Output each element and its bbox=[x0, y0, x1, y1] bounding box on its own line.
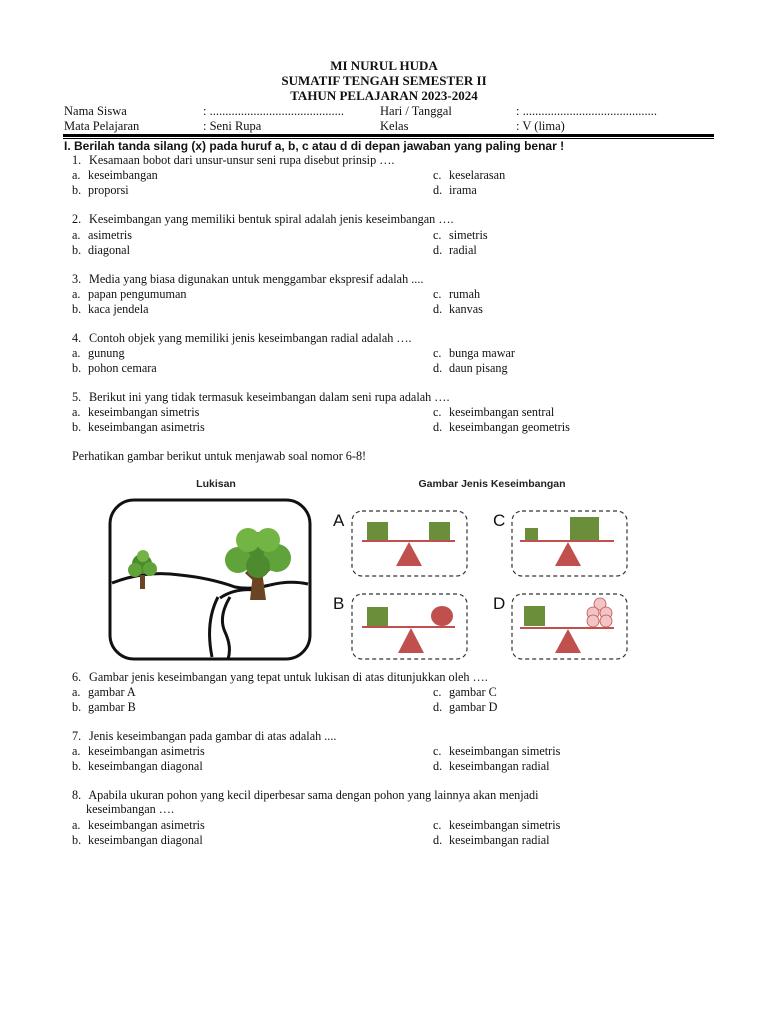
option-d[interactable]: d. gambar D bbox=[433, 700, 498, 714]
question-number: 2. bbox=[72, 212, 82, 226]
option-a[interactable]: a. papan pengumuman bbox=[72, 287, 187, 301]
pink-circles-group bbox=[587, 598, 612, 627]
option-d[interactable]: d. keseimbangan radial bbox=[433, 833, 550, 847]
question-number: 4. bbox=[72, 331, 82, 345]
balance-a-label: A bbox=[333, 511, 345, 530]
question-number: 8. bbox=[72, 788, 82, 802]
subject-label: Mata Pelajaran bbox=[64, 119, 140, 133]
option-c[interactable]: c. rumah bbox=[433, 287, 481, 301]
balance-title: Gambar Jenis Keseimbangan bbox=[418, 478, 566, 490]
option-d[interactable]: d. radial bbox=[433, 243, 477, 257]
question-text: Jenis keseimbangan pada gambar di atas adalah .... bbox=[89, 729, 337, 743]
option-a[interactable]: a. keseimbangan simetris bbox=[72, 405, 200, 419]
balance-b-label: B bbox=[333, 594, 345, 613]
question-text: Apabila ukuran pohon yang kecil diperbesar sama dengan pohon yang lainnya akan menjadi bbox=[88, 788, 539, 802]
option-b[interactable]: b. kaca jendela bbox=[72, 302, 149, 316]
painting-illustration bbox=[110, 500, 310, 659]
question-number: 6. bbox=[72, 670, 82, 684]
option-a[interactable]: a. keseimbangan bbox=[72, 168, 158, 182]
option-c[interactable]: c. keseimbangan simetris bbox=[433, 744, 561, 758]
option-a[interactable]: a. keseimbangan asimetris bbox=[72, 818, 205, 832]
option-c[interactable]: c. keseimbangan simetris bbox=[433, 818, 561, 832]
balance-a bbox=[333, 511, 467, 576]
option-b[interactable]: b. diagonal bbox=[72, 243, 130, 257]
balance-d-label: D bbox=[493, 594, 506, 613]
option-c[interactable]: c. simetris bbox=[433, 228, 488, 242]
painting-title: Lukisan bbox=[196, 478, 236, 490]
option-a[interactable]: a. gambar A bbox=[72, 685, 136, 699]
question-number: 3. bbox=[72, 272, 82, 286]
figure-intro: Perhatikan gambar berikut untuk menjawab soal nomor 6-8! bbox=[72, 449, 367, 463]
option-c[interactable]: c. keselarasan bbox=[433, 168, 506, 182]
option-d[interactable]: d. daun pisang bbox=[433, 361, 508, 375]
option-b[interactable]: b. gambar B bbox=[72, 700, 136, 714]
option-c[interactable]: c. bunga mawar bbox=[433, 346, 515, 360]
class-field: : V (lima) bbox=[516, 119, 565, 133]
option-b[interactable]: b. keseimbangan asimetris bbox=[72, 420, 205, 434]
option-d[interactable]: d. irama bbox=[433, 183, 477, 197]
question-text: Contoh objek yang memiliki jenis keseimbangan radial adalah …. bbox=[89, 331, 412, 345]
option-a[interactable]: a. asimetris bbox=[72, 228, 133, 242]
question-text: Berikut ini yang tidak termasuk keseimbangan dalam seni rupa adalah …. bbox=[89, 390, 450, 404]
day-field: : ........................................... bbox=[516, 104, 657, 118]
header-row-1 bbox=[64, 104, 724, 120]
option-d[interactable]: d. kanvas bbox=[433, 302, 483, 316]
name-field: : ........................................... bbox=[203, 104, 344, 118]
header-row-2 bbox=[64, 119, 724, 135]
question-number: 7. bbox=[72, 729, 82, 743]
balance-b bbox=[333, 594, 467, 659]
balance-c-label: C bbox=[493, 511, 506, 530]
question-text: Keseimbangan yang memiliki bentuk spiral adalah jenis keseimbangan …. bbox=[89, 212, 454, 226]
school-name: MI NURUL HUDA bbox=[330, 58, 438, 73]
option-c[interactable]: c. keseimbangan sentral bbox=[433, 405, 555, 419]
option-a[interactable]: a. gunung bbox=[72, 346, 125, 360]
option-c[interactable]: c. gambar C bbox=[433, 685, 497, 699]
option-b[interactable]: b. keseimbangan diagonal bbox=[72, 833, 203, 847]
balance-d bbox=[493, 594, 627, 659]
option-d[interactable]: d. keseimbangan radial bbox=[433, 759, 550, 773]
question-text: Media yang biasa digunakan untuk menggambar ekspresif adalah .... bbox=[89, 272, 424, 286]
balance-figure bbox=[100, 472, 632, 668]
subject-field: : Seni Rupa bbox=[203, 119, 262, 133]
instruction: I. Berilah tanda silang (x) pada huruf a, b, c atau d di depan jawaban yang paling benar ! bbox=[64, 139, 565, 153]
academic-year: TAHUN PELAJARAN 2023-2024 bbox=[290, 88, 478, 103]
question-text: Gambar jenis keseimbangan yang tepat untuk lukisan di atas ditunjukkan oleh …. bbox=[89, 670, 488, 684]
exam-title: SUMATIF TENGAH SEMESTER II bbox=[281, 73, 487, 88]
question-text: Kesamaan bobot dari unsur-unsur seni rupa disebut prinsip …. bbox=[89, 153, 395, 167]
name-label: Nama Siswa bbox=[64, 104, 127, 118]
option-d[interactable]: d. keseimbangan geometris bbox=[433, 420, 570, 434]
option-a[interactable]: a. keseimbangan asimetris bbox=[72, 744, 205, 758]
question-number: 1. bbox=[72, 153, 82, 167]
day-label: Hari / Tanggal bbox=[380, 104, 452, 118]
option-b[interactable]: b. pohon cemara bbox=[72, 361, 157, 375]
question-number: 5. bbox=[72, 390, 82, 404]
balance-c bbox=[493, 511, 627, 576]
option-b[interactable]: b. keseimbangan diagonal bbox=[72, 759, 203, 773]
class-label: Kelas bbox=[380, 119, 409, 133]
option-b[interactable]: b. proporsi bbox=[72, 183, 129, 197]
question-text-continued: keseimbangan …. bbox=[86, 802, 174, 816]
header-divider-thick bbox=[63, 134, 714, 137]
